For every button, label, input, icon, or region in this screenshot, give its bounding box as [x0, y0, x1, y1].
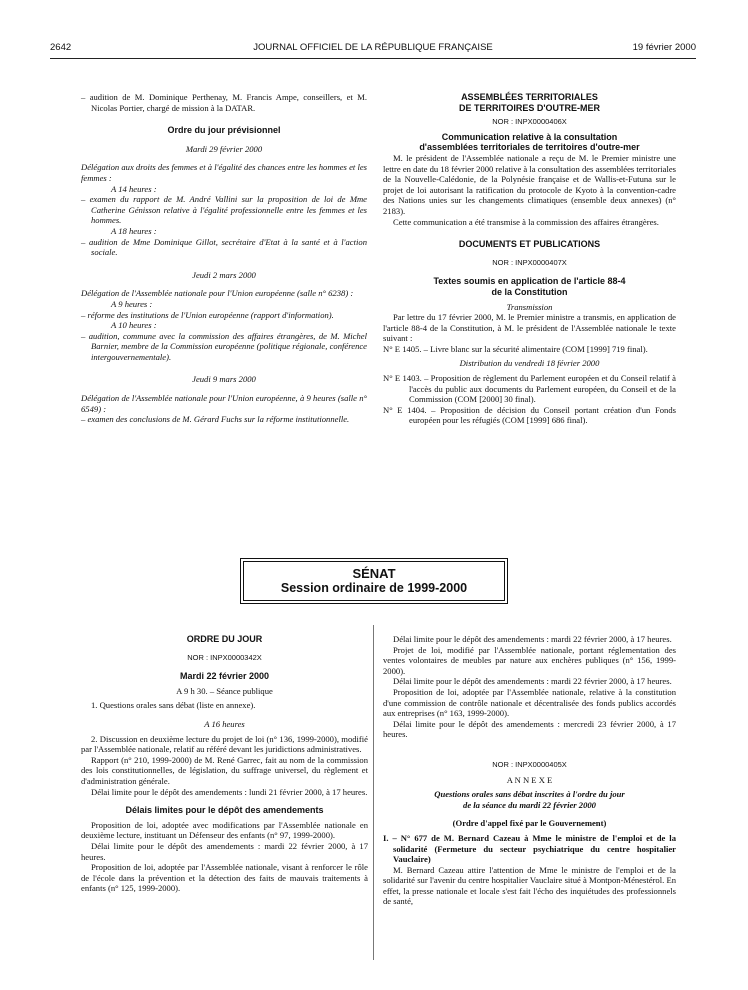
- agenda-item: – examen du rapport de M. André Vallini sur la proposition de loi de Mme Catherine Génisson relative à l'égalité professionnelle entre les femmes et les hommes.: [81, 194, 367, 226]
- distribution-label: Distribution du vendredi 18 février 2000: [459, 358, 600, 369]
- delegation: Délégation de l'Assemblée nationale pour l'Union européenne (salle n° 6238) :: [81, 288, 354, 299]
- subsection-title: Délais limites pour le dépôt des amendements: [125, 805, 324, 816]
- nor-reference: NOR : INPX0000407X: [492, 257, 567, 267]
- senat-session: Session ordinaire de 1999-2000: [280, 581, 468, 595]
- transmission-label: Transmission: [506, 301, 553, 312]
- date-heading: Jeudi 9 mars 2000: [192, 374, 256, 385]
- column-divider: [373, 625, 374, 960]
- deadline: Délai limite pour le dépôt des amendements : mercredi 23 février 2000, à 17 heures.: [383, 718, 676, 740]
- hour-label: A 9 heures :: [111, 298, 153, 309]
- paragraph: M. le président de l'Assemblée nationale a reçu de M. le Premier ministre une lettre en date du 18 février 2000 relative à la consultation des assemblées territoriales de la Nouvelle-Calédonie, de la Polynésie française et de Wallis-et-Futuna sur le projet de loi autorisant la ratification du protocole de Kyoto à la convention-cadre des Nations unies sur les changements climatiques (ensemble deux annexes) (n° 2183).: [383, 152, 676, 216]
- section-title: DE TERRITOIRES D'OUTRE-MER: [459, 102, 600, 113]
- header-rule: [50, 58, 696, 59]
- paragraph: Proposition de loi, adoptée par l'Assemblée nationale, relative à la constitution d'une commission de contrôle nationale et décentralisée des fonds publics accordés aux entreprises (n° 163, 1999-2000).: [383, 686, 676, 719]
- agenda-item: – audition, commune avec la commission des affaires étrangères, de M. Michel Barnier, membre de la Commission européenne (politique régionale, conférence intergouvernementale).: [81, 330, 367, 362]
- agenda-item: – examen des conclusions de M. Gérard Fuchs sur la réforme institutionnelle.: [81, 414, 350, 425]
- deadline: Délai limite pour le dépôt des amendements : mardi 22 février 2000, à 17 heures.: [393, 676, 672, 687]
- hour-label: A 14 heures :: [111, 183, 157, 194]
- agenda-point: 2. Discussion en deuxième lecture du projet de loi (n° 136, 1999-2000), modifié par l'Assemblée nationale, relatif au référé devant les juridictions administratives.: [81, 733, 368, 755]
- nor-reference: NOR : INPX0000342X: [187, 652, 262, 662]
- agenda-item: – audition de Mme Dominique Gillot, secrétaire d'Etat à la santé et à l'action sociale.: [81, 236, 367, 258]
- questions-title: Questions orales sans débat inscrites à l'ordre du jour: [434, 789, 625, 800]
- right-top-column: [383, 92, 676, 426]
- hour-label: A 16 heures: [204, 718, 245, 729]
- delegation: Délégation aux droits des femmes et à l'égalité des chances entre les hommes et les femmes :: [81, 162, 367, 183]
- agenda-point: 1. Questions orales sans débat (liste en annexe).: [91, 700, 256, 711]
- ordre-provisionnel-title: Ordre du jour prévisionnel: [167, 125, 281, 136]
- question-heading: I. – N° 677 de M. Bernard Cazeau à Mme le ministre de l'emploi et de la solidarité (Fermeture du secteur psychiatrique du centre hospitalier Vauclaire): [383, 832, 676, 865]
- deadline: Délai limite pour le dépôt des amendements : lundi 21 février 2000, à 17 heures.: [91, 786, 368, 797]
- paragraph: Proposition de loi, adoptée avec modifications par l'Assemblée nationale en deuxième lecture, instituant un Défenseur des enfants (n° 97, 1999-2000).: [81, 819, 368, 841]
- subsection-title: Textes soumis en application de l'article 88-4: [433, 276, 626, 287]
- agenda-item: – réforme des institutions de l'Union européenne (rapport d'information).: [81, 309, 334, 320]
- page-header: [50, 42, 696, 56]
- section-title: ORDRE DU JOUR: [186, 634, 263, 644]
- annexe-title: A N N E X E: [506, 774, 553, 785]
- paragraph: Cette communication a été transmise à la commission des affaires étrangères.: [393, 216, 659, 227]
- intro-item: – audition de M. Dominique Perthenay, M. Francis Ampe, conseillers, et M. Nicolas Portier, chargé de mission à la DATAR.: [81, 92, 367, 113]
- seance-date: Mardi 22 février 2000: [179, 671, 270, 682]
- deadline: Délai limite pour le dépôt des amendements : mardi 22 février 2000, à 17 heures.: [393, 634, 672, 644]
- senat-title: SÉNAT: [352, 566, 396, 581]
- document-entry: N° E 1405. – Livre blanc sur la sécurité alimentaire (COM [1999] 719 final).: [383, 343, 648, 354]
- paragraph: Rapport (n° 210, 1999-2000) de M. René Garrec, fait au nom de la commission des lois constitutionnelles, de législation, du suffrage universel, du règlement et d'administration générale.: [81, 754, 368, 786]
- delegation: Délégation de l'Assemblée nationale pour l'Union européenne, à 9 heures (salle n° 6549) :: [81, 393, 367, 414]
- hour-label: A 10 heures :: [111, 320, 157, 331]
- subsection-title: de la Constitution: [491, 286, 568, 297]
- left-bottom-column: [81, 634, 368, 894]
- document-entry: N° E 1403. – Proposition de règlement du Parlement européen et du Conseil relatif à l'accès du public aux documents du Parlement européen, du Conseil et de la Commission (COM [2000] 30 final).: [383, 373, 676, 405]
- question-text: M. Bernard Cazeau attire l'attention de Mme le ministre de l'emploi et de la solidarité sur l'avenir du centre hospitalier Vauclaire situé à Montpon-Ménestérol. En effet, la presse nationale et locale s'est fait l'écho des inquiétudes des professionnels de santé,: [383, 864, 676, 907]
- deadline: Délai limite pour le dépôt des amendements : mardi 22 février 2000, à 17 heures.: [81, 840, 368, 862]
- nor-reference: NOR : INPX0000405X: [492, 759, 567, 769]
- journal-title: JOURNAL OFFICIEL DE LA RÉPUBLIQUE FRANÇAISE: [253, 42, 493, 53]
- document-entry: N° E 1404. – Proposition de décision du Conseil portant création d'un Fonds européen pour les réfugiés (COM [1999] 686 final).: [383, 404, 676, 426]
- seance-time: A 9 h 30. – Séance publique: [176, 685, 273, 696]
- questions-title: de la séance du mardi 22 février 2000: [463, 799, 596, 810]
- section-title: ASSEMBLÉES TERRITORIALES: [461, 92, 598, 102]
- ordre-appel: (Ordre d'appel fixé par le Gouvernement): [452, 818, 607, 829]
- right-bottom-column: [383, 634, 676, 907]
- nor-reference: NOR : INPX0000406X: [492, 117, 567, 127]
- paragraph: Proposition de loi, adoptée par l'Assemblée nationale, visant à renforcer le rôle de l'école dans la prévention et la détection des faits de mauvais traitements à enfants (n° 125, 1999-2000).: [81, 862, 368, 894]
- page-number: 2642: [50, 42, 72, 53]
- paragraph: Par lettre du 17 février 2000, M. le Premier ministre a transmis, en application de l'article 88-4 de la Constitution, à M. le président de l'Assemblée nationale le texte suivant :: [383, 312, 676, 344]
- hour-label: A 18 heures :: [111, 225, 157, 236]
- paragraph: Projet de loi, modifié par l'Assemblée nationale, portant réglementation des ventes volontaires de meubles par nature aux enchères publiques (n° 156, 1999-2000).: [383, 644, 676, 676]
- left-top-column: [81, 92, 367, 425]
- issue-date: 19 février 2000: [632, 42, 696, 53]
- senat-banner: [243, 561, 505, 601]
- subsection-title: Communication relative à la consultation: [441, 131, 618, 142]
- date-heading: Mardi 29 février 2000: [185, 143, 263, 154]
- subsection-title: d'assemblées territoriales de territoires d'outre-mer: [419, 142, 640, 153]
- date-heading: Jeudi 2 mars 2000: [192, 269, 256, 280]
- section-title: DOCUMENTS ET PUBLICATIONS: [458, 239, 601, 250]
